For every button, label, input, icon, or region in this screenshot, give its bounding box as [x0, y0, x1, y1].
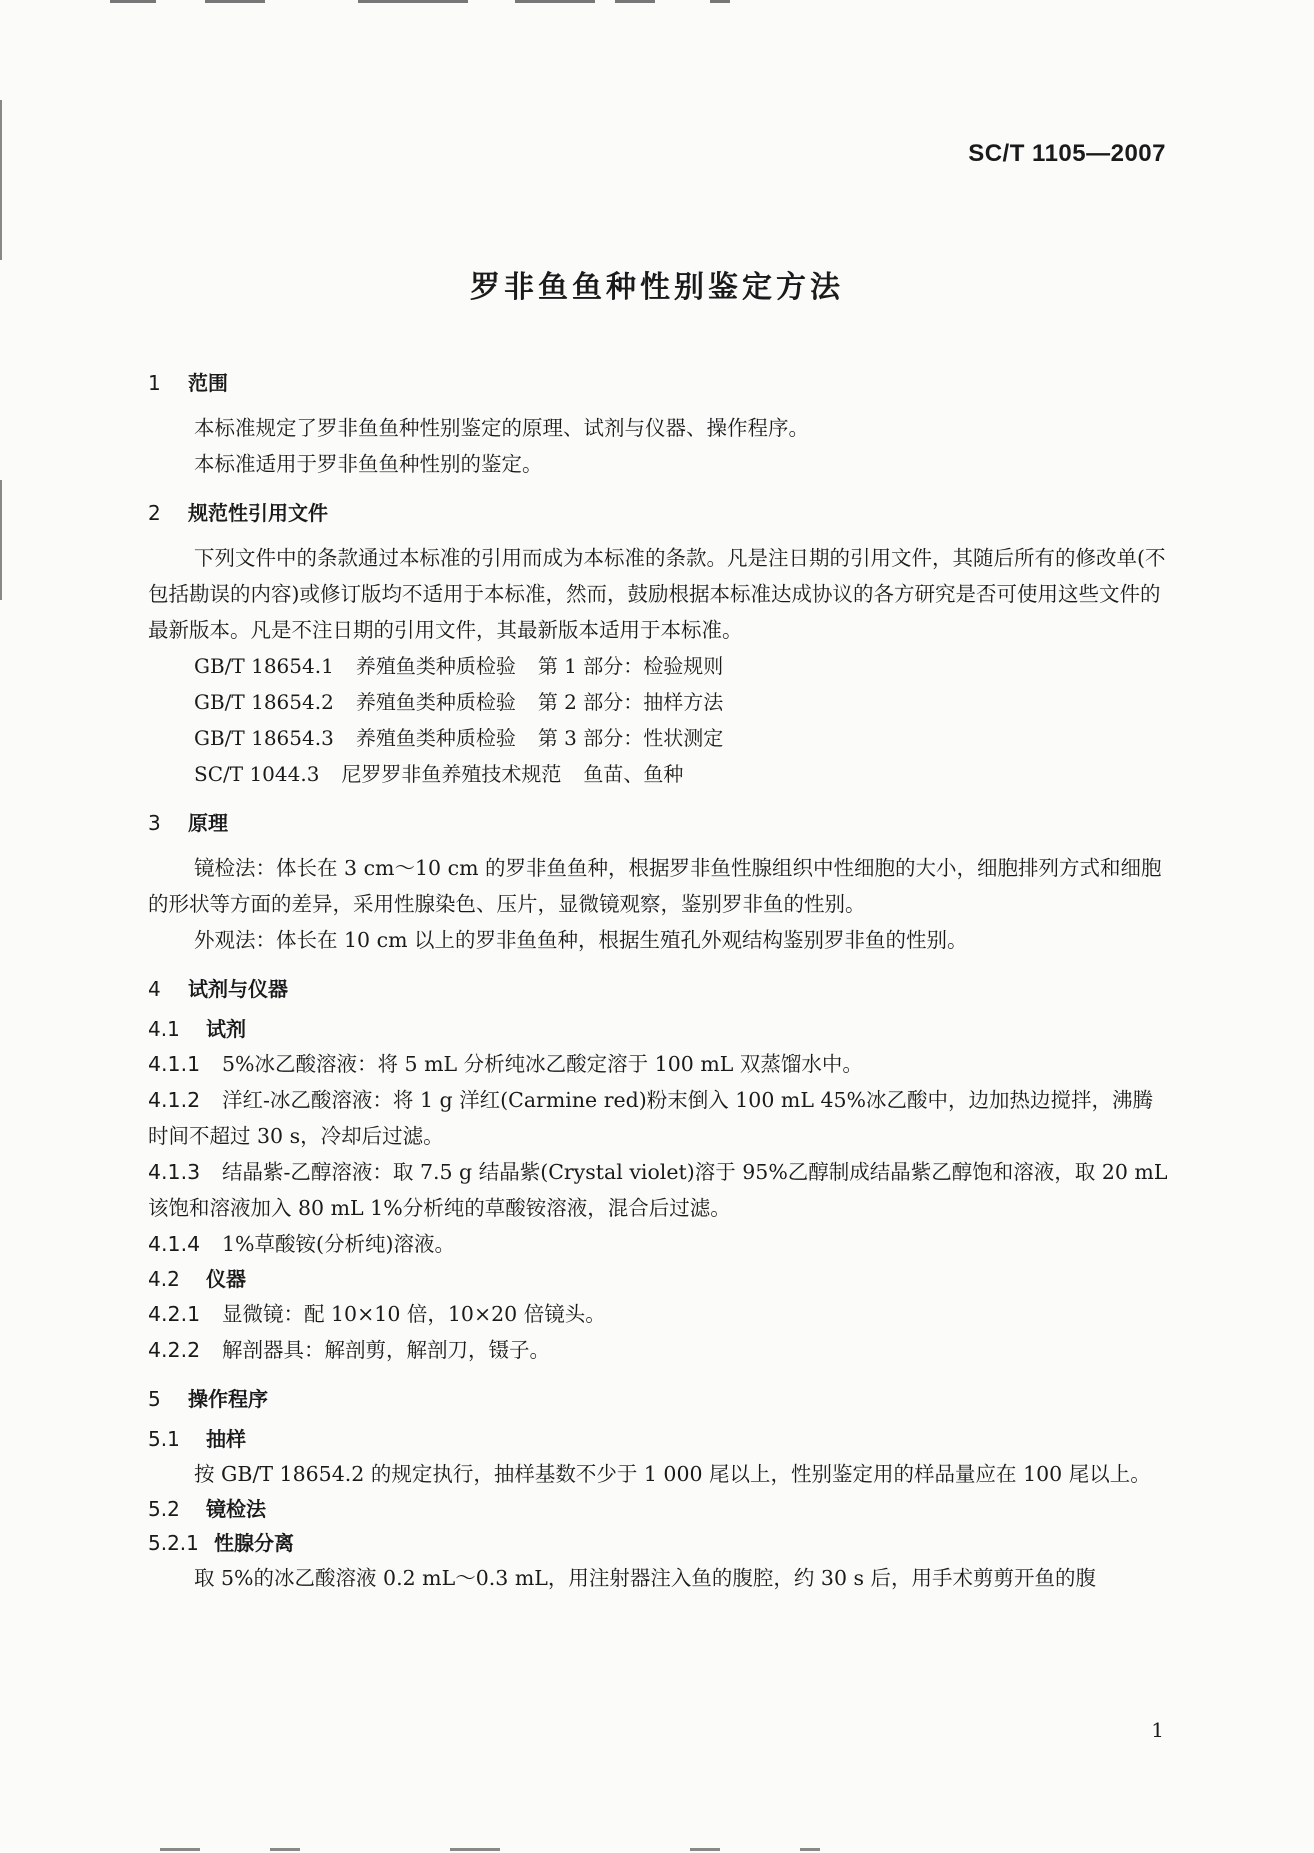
- clause: 4.2.1 显微镜：配 10×10 倍，10×20 倍镜头。: [148, 1302, 606, 1326]
- clause: 4.1.2 洋红-冰乙酸溶液：将 1 g 洋红(Carmine red)粉末倒入 100 mL 45%冰乙酸中，边加热边搅拌，沸腾时间不超过 30 s，冷却后过滤。: [148, 1088, 1154, 1148]
- section-heading: 3 原理: [148, 811, 228, 835]
- scan-artifact: [615, 0, 655, 3]
- page-number: 1: [1151, 1718, 1164, 1742]
- paragraph: 按 GB/T 18654.2 的规定执行，抽样基数不少于 1 000 尾以上，性别鉴定用的样品量应在 100 尾以上。: [194, 1462, 1151, 1486]
- section-heading: 4 试剂与仪器: [148, 977, 288, 1001]
- scan-edge: [0, 480, 2, 600]
- reference-item: GB/T 18654.1 养殖鱼类种质检验 第 1 部分：检验规则: [194, 654, 724, 678]
- section-heading: 1 范围: [148, 371, 228, 395]
- scan-artifact: [358, 0, 468, 3]
- scan-artifact: [690, 1848, 720, 1851]
- subsection-heading: 4.1 试剂: [148, 1017, 246, 1041]
- clause: 4.1.1 5%冰乙酸溶液：将 5 mL 分析纯冰乙酸定溶于 100 mL 双蒸馏水中。: [148, 1052, 863, 1076]
- subsection-heading: 5.1 抽样: [148, 1427, 246, 1451]
- scan-artifact: [270, 1848, 300, 1851]
- paragraph: 取 5%的冰乙酸溶液 0.2 mL～0.3 mL，用注射器注入鱼的腹腔，约 30 s 后，用手术剪剪开鱼的腹: [194, 1566, 1097, 1590]
- clause: 4.2.2 解剖器具：解剖剪，解剖刀，镊子。: [148, 1338, 550, 1362]
- document-title: 罗非鱼鱼种性别鉴定方法: [470, 270, 844, 305]
- scan-edge: [0, 100, 2, 260]
- document-body: [148, 366, 1168, 1596]
- clause: 4.1.3 结晶紫-乙醇溶液：取 7.5 g 结晶紫(Crystal violet)溶于 95%乙醇制成结晶紫乙醇饱和溶液，取 20 mL 该饱和溶液加入 80 mL 1%分析纯的草酸铵溶液，混合后过滤。: [148, 1160, 1168, 1220]
- reference-item: GB/T 18654.2 养殖鱼类种质检验 第 2 部分：抽样方法: [194, 690, 724, 714]
- scan-artifact: [205, 0, 265, 3]
- subsection-heading: 5.2 镜检法: [148, 1497, 266, 1521]
- section-heading: 5 操作程序: [148, 1387, 268, 1411]
- paragraph: 镜检法：体长在 3 cm～10 cm 的罗非鱼鱼种，根据罗非鱼性腺组织中性细胞的大小，细胞排列方式和细胞的形状等方面的差异，采用性腺染色、压片，显微镜观察，鉴别罗非鱼的性别。: [148, 856, 1162, 916]
- scan-artifact: [710, 0, 730, 3]
- scan-artifact: [450, 1848, 500, 1851]
- clause: 4.1.4 1%草酸铵(分析纯)溶液。: [148, 1232, 456, 1256]
- scan-artifact: [515, 0, 595, 3]
- subsection-heading: 4.2 仪器: [148, 1267, 246, 1291]
- scan-artifact: [160, 1848, 200, 1851]
- reference-item: SC/T 1044.3 尼罗罗非鱼养殖技术规范 鱼苗、鱼种: [194, 762, 684, 786]
- subsection-heading: 5.2.1 性腺分离: [148, 1531, 294, 1555]
- reference-item: GB/T 18654.3 养殖鱼类种质检验 第 3 部分：性状测定: [194, 726, 724, 750]
- standard-code: SC/T 1105—2007: [968, 140, 1166, 167]
- paragraph: 下列文件中的条款通过本标准的引用而成为本标准的条款。凡是注日期的引用文件，其随后所有的修改单(不包括勘误的内容)或修订版均不适用于本标准，然而，鼓励根据本标准达成协议的各方研究是否可使用这些文件的最新版本。凡是不注日期的引用文件，其最新版本适用于本标准。: [148, 546, 1166, 642]
- paragraph: 本标准规定了罗非鱼鱼种性别鉴定的原理、试剂与仪器、操作程序。: [194, 416, 809, 440]
- paragraph: 外观法：体长在 10 cm 以上的罗非鱼鱼种，根据生殖孔外观结构鉴别罗非鱼的性别。: [194, 928, 968, 952]
- section-heading: 2 规范性引用文件: [148, 501, 328, 525]
- paragraph: 本标准适用于罗非鱼鱼种性别的鉴定。: [194, 452, 543, 476]
- scan-artifact: [800, 1848, 820, 1851]
- scan-artifact: [110, 0, 156, 3]
